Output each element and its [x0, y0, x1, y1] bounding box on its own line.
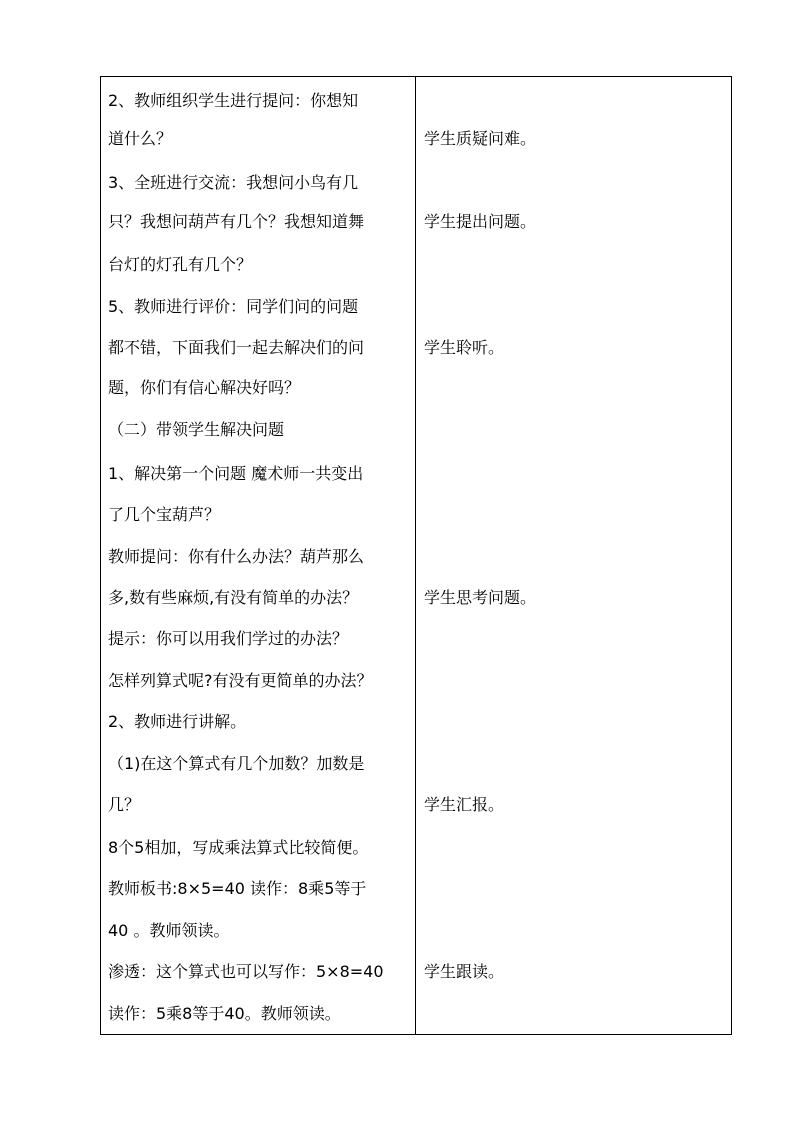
- student-activity: 学生思考问题。: [424, 588, 537, 607]
- teacher-line: 教师板书:8×5=40 读作：8乘5等于: [108, 879, 367, 898]
- teacher-line: 5、教师进行评价：同学们问的问题: [108, 297, 359, 316]
- teacher-line: 提示：你可以用我们学过的办法？: [108, 629, 349, 648]
- teacher-line: 1、解决第一个问题 魔术师一共变出: [108, 464, 364, 483]
- teacher-line: 只？我想问葫芦有几个？我想知道舞: [108, 212, 365, 231]
- student-activity: 学生质疑问难。: [424, 129, 537, 148]
- teacher-line: 2、教师组织学生进行提问：你想知: [108, 91, 359, 110]
- teacher-line: 怎样列算式呢?有没有更简单的办法？: [108, 671, 373, 690]
- teacher-line: 读作：5乘8等于40。教师领读。: [108, 1004, 341, 1023]
- column-divider: [415, 76, 416, 1035]
- student-activity: 学生提出问题。: [424, 212, 537, 231]
- section-heading: （二）带领学生解决问题: [108, 420, 285, 439]
- teacher-line: 8个5相加，写成乘法算式比较简便。: [108, 838, 369, 857]
- teacher-line: 几？: [108, 795, 141, 814]
- teacher-line: 了几个宝葫芦？: [108, 505, 221, 524]
- teacher-line: 3、全班进行交流：我想问小鸟有几: [108, 173, 359, 192]
- student-activity: 学生汇报。: [424, 795, 505, 814]
- teacher-line: 教师提问：你有什么办法？葫芦那么: [108, 547, 365, 566]
- teacher-line: 渗透：这个算式也可以写作：5×8=40: [108, 962, 384, 981]
- teacher-line: 都不错，下面我们一起去解决们的问: [108, 338, 365, 357]
- teacher-line: 题，你们有信心解决好吗？: [108, 378, 301, 397]
- teacher-line: （1)在这个算式有几个加数？加数是: [108, 754, 365, 773]
- teacher-line: 道什么？: [108, 129, 173, 148]
- teacher-line: 多,数有些麻烦,有没有简单的办法？: [108, 588, 359, 607]
- student-activity: 学生跟读。: [424, 962, 505, 981]
- teacher-line: 台灯的灯孔有几个？: [108, 255, 253, 274]
- student-activity: 学生聆听。: [424, 338, 505, 357]
- teacher-line: 2、教师进行讲解。: [108, 712, 247, 731]
- teacher-line: 40 。教师领读。: [108, 921, 230, 940]
